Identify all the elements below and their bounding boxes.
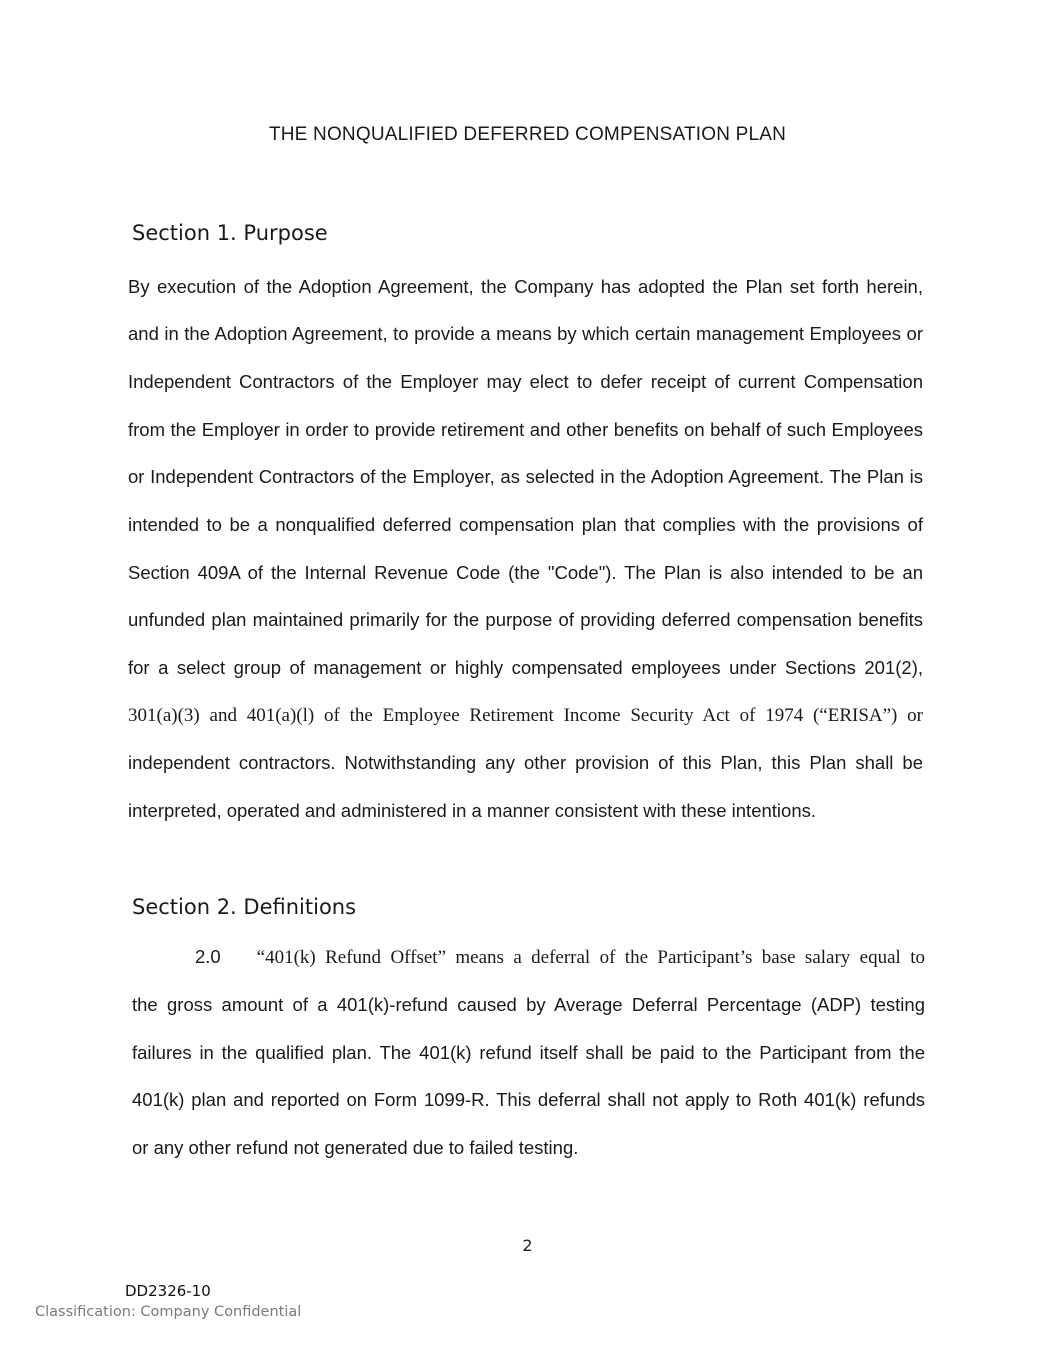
section-2-heading: Section 2. Definitions (132, 895, 357, 919)
definition-line: or any other refund not generated due to failed testing. (132, 1137, 579, 1158)
purpose-line: from the Employer in order to provide retirement and other benefits on behalf of such Employees (128, 419, 923, 440)
purpose-line: and in the Adoption Agreement, to provide a means by which certain management Employees or (128, 323, 923, 344)
purpose-line: Section 409A of the Internal Revenue Code (the "Code"). The Plan is also intended to be an (128, 562, 923, 583)
purpose-line: Independent Contractors of the Employer may elect to defer receipt of current Compensation (128, 371, 923, 392)
purpose-line: for a select group of management or highly compensated employees under Sections 201(2), (128, 657, 923, 678)
definition-2-0-first-line (195, 945, 925, 970)
purpose-line: or Independent Contractors of the Employer, as selected in the Adoption Agreement. The Plan is (128, 466, 923, 487)
document-title: THE NONQUALIFIED DEFERRED COMPENSATION PLAN (268, 124, 787, 145)
page-number: 2 (522, 1236, 533, 1255)
definition-line: failures in the qualified plan. The 401(k) refund itself shall be paid to the Participant from the (132, 1042, 925, 1063)
purpose-line: 301(a)(3) and 401(a)(l) of the Employee Retirement Income Security Act of 1974 (“ERISA”) or (128, 705, 923, 726)
purpose-line: unfunded plan maintained primarily for the purpose of providing deferred compensation benefits (128, 609, 923, 630)
purpose-line: interpreted, operated and administered in a manner consistent with these intentions. (128, 800, 816, 821)
definition-number: 2.0 (195, 946, 221, 967)
definition-text: “401(k) Refund Offset” means a deferral of the Participant’s base salary equal to (256, 947, 925, 968)
definition-line: 401(k) plan and reported on Form 1099-R. This deferral shall not apply to Roth 401(k) refunds (132, 1089, 925, 1110)
definition-line: the gross amount of a 401(k)-refund caused by Average Deferral Percentage (ADP) testing (132, 994, 925, 1015)
section-1-heading: Section 1. Purpose (132, 221, 328, 245)
purpose-line: independent contractors. Notwithstanding any other provision of this Plan, this Plan shall be (128, 752, 923, 773)
purpose-line: intended to be a nonqualified deferred compensation plan that complies with the provisions of (128, 514, 923, 535)
classification-label: Classification: Company Confidential (35, 1304, 302, 1320)
purpose-line: By execution of the Adoption Agreement, the Company has adopted the Plan set forth herein, (128, 276, 923, 297)
document-code: DD2326-10 (125, 1282, 211, 1300)
